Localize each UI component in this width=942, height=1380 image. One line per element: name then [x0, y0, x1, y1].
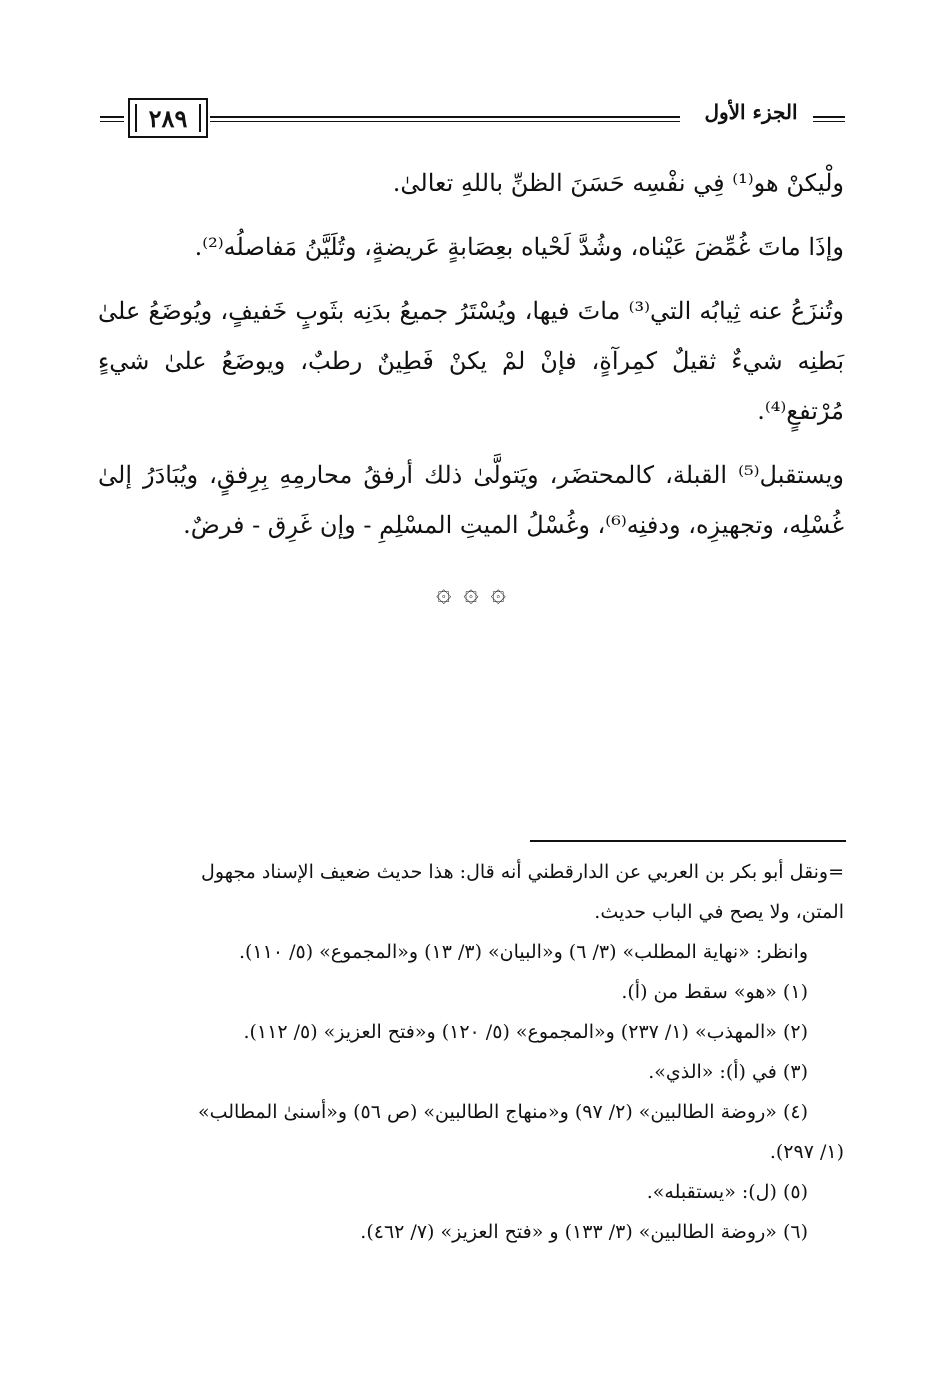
footnote-divider [530, 840, 846, 842]
paragraph: وتُنزَعُ عنه ثِيابُه التي⁽³⁾ ماتَ فيها، ويُسْتَرُ جميعُ بدَنِه بثَوبٍ خَفيفٍ، ويُوضَعُ علىٰ بَطنِه شيءٌ ثقيلٌ كمِرآةٍ، فإنْ لمْ يكنْ فَطِينٌ رطبٌ، ويوضَعُ علىٰ شيءٍ مُرْتفعٍ⁽⁴⁾. [98, 297, 845, 425]
running-title: الجزء الأول [704, 100, 798, 124]
header-rule [210, 116, 680, 118]
footnote-4-continued: (١/ ٢٩٧). [769, 1141, 844, 1163]
header-rule [100, 116, 124, 118]
page-header [100, 92, 845, 150]
star-ornament-icon: ۞ [463, 578, 479, 608]
page-number: ٢٨٩ [148, 103, 188, 133]
footnote-5: (٥) (ل): «يستقبله». [646, 1181, 808, 1203]
main-text [98, 158, 844, 564]
paragraph: ولْيكنْ هو⁽¹⁾ فِي نفْسِه حَسَنَ الظنِّ باللهِ تعالىٰ. [392, 169, 844, 197]
footnote-3: (٣) في (أ): «الذي». [648, 1061, 808, 1083]
section-ornaments [0, 578, 942, 608]
star-ornament-icon: ۞ [490, 578, 506, 608]
footnote-reference: وانظر: «نهاية المطلب» (٣/ ٦) و«البيان» (٣/ ١٣) و«المجموع» (٥/ ١١٠). [238, 941, 808, 963]
footnote-2: (٢) «المهذب» (١/ ٢٣٧) و«المجموع» (٥/ ١٢٠) و«فتح العزيز» (٥/ ١١٢). [243, 1021, 808, 1043]
paragraph: ويستقبل⁽⁵⁾ القبلة، كالمحتضَر، ويَتولَّىٰ ذلك أرفقُ محارمِهِ بِرِفقٍ، ويُبَادَرُ إلىٰ غُسْلِه، وتجهيزِه، ودفنِه⁽⁶⁾، وغُسْلُ الميتِ المسْلِمِ - وإن غَرِق - فرضٌ. [98, 461, 844, 539]
page-number-frame [128, 98, 208, 138]
footnote-continuation: =ونقل أبو بكر بن العربي عن الدارقطني أنه قال: هذا حديث ضعيف الإسناد مجهول [201, 861, 844, 883]
paragraph: وإذَا ماتَ غُمِّضَ عَيْناه، وشُدَّ لَحْياه بعِصَابةٍ عَريضةٍ، وتُلَيَّنُ مَفاصلُه⁽²⁾. [194, 233, 844, 261]
footnote-1: (١) «هو» سقط من (أ). [621, 981, 808, 1003]
footnote-4: (٤) «روضة الطالبين» (٢/ ٩٧) و«منهاج الطالبين» (ص ٥٦) و«أسنىٰ المطالب» [197, 1101, 808, 1123]
footnote-continuation: المتن، ولا يصح في الباب حديث. [594, 901, 844, 923]
footnote-6: (٦) «روضة الطالبين» (٣/ ١٣٣) و «فتح العزيز» (٧/ ٤٦٢). [360, 1221, 808, 1243]
footnotes [98, 852, 844, 1252]
header-rule [813, 116, 845, 118]
star-ornament-icon: ۞ [436, 578, 452, 608]
